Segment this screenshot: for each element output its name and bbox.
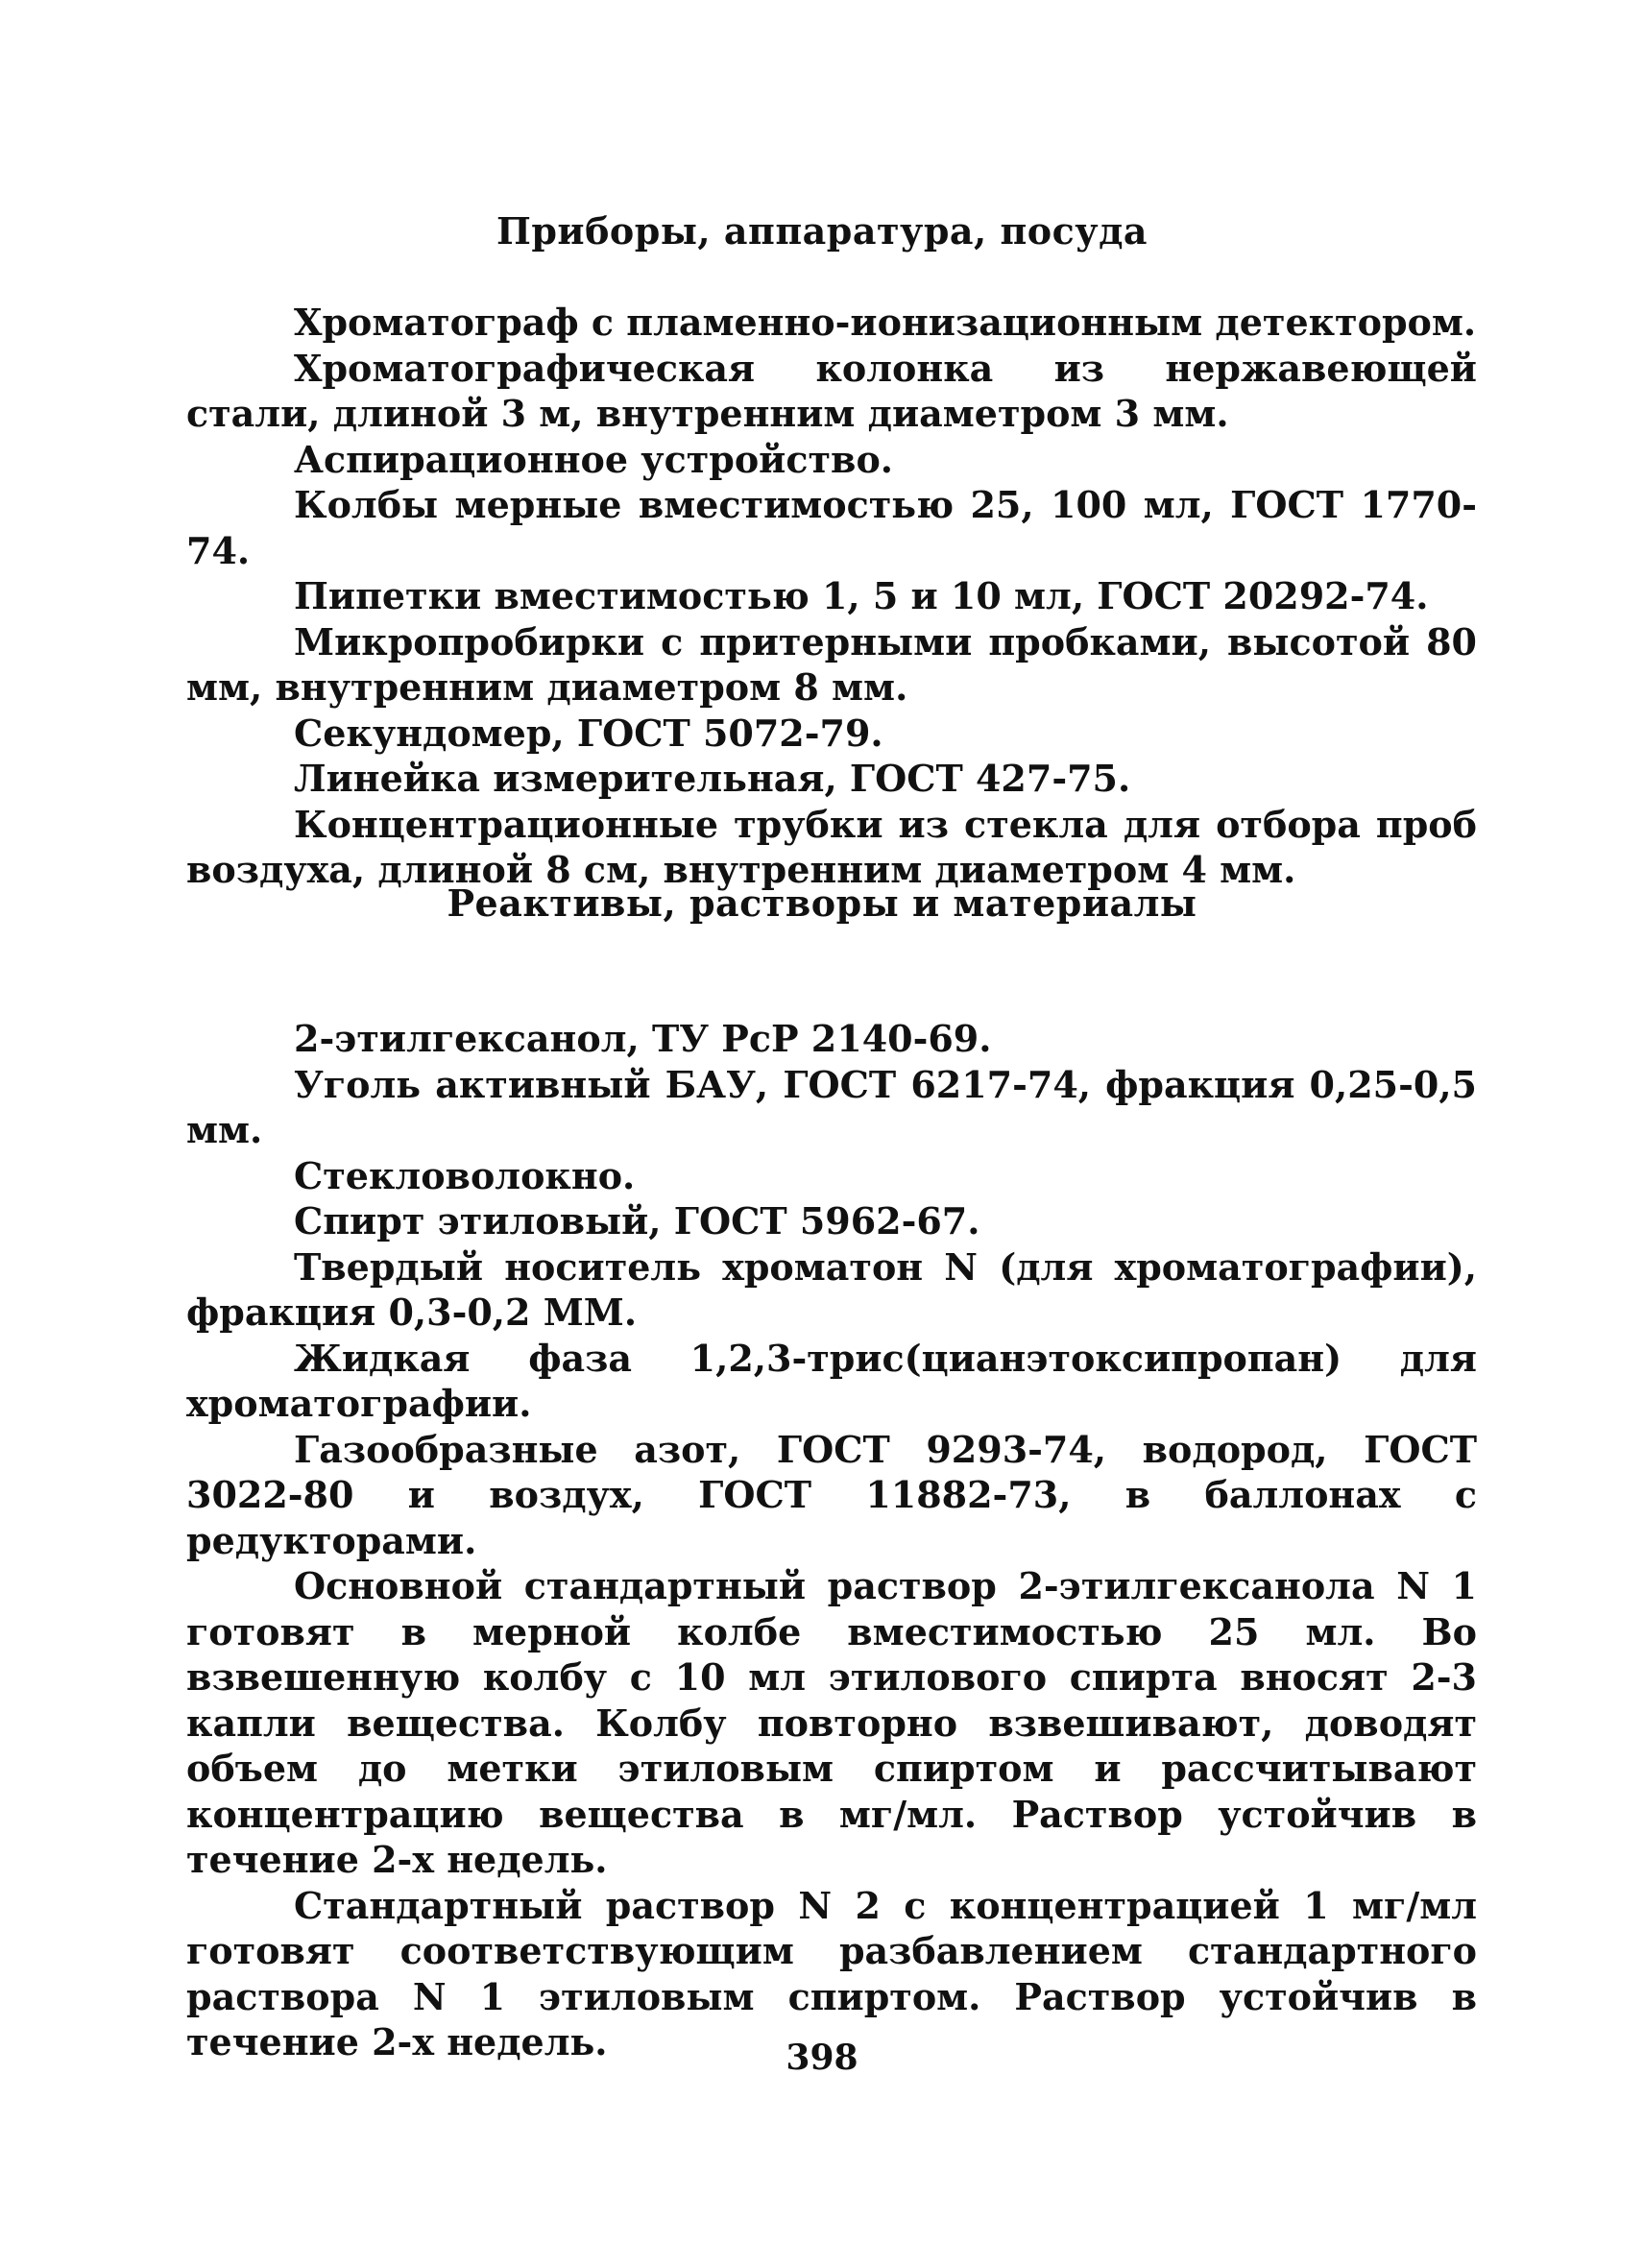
equipment-list xyxy=(186,300,1477,893)
reagent-item: Основной стандартный раствор 2-этилгексанола N 1 готовят в мерной колбе вместимостью 25 мл. Во взвешенную колбу с 10 мл этилового спирта вносят 2-3 капли вещества. Колбу повторно взвешивают, доводят объем до метки этиловым спиртом и рассчитывают концентрацию вещества в мг/мл. Раствор устойчив в течение 2-х недель. xyxy=(186,1564,1477,1881)
reagent-item: Жидкая фаза 1,2,3-трис(цианэтоксипропан) для хроматографии. xyxy=(186,1336,1477,1425)
reagent-item: Стандартный раствор N 2 с концентрацией 1 мг/мл готовят соответствующим разбавлением стандартного раствора N 1 этиловым спиртом. Раствор устойчив в течение 2-х недель. xyxy=(186,1883,1477,2063)
reagent-item: 2-этилгексанол, ТУ РсР 2140-69. xyxy=(294,1017,992,1060)
equipment-item: Концентрационные трубки из стекла для отбора проб воздуха, длиной 8 см, внутренним диаметром 4 мм. xyxy=(186,802,1477,891)
equipment-item: Хроматограф с пламенно-ионизационным детектором. xyxy=(294,301,1477,344)
equipment-item: Хроматографическая колонка из нержавеющей стали, длиной 3 м, внутренним диаметром 3 мм. xyxy=(186,346,1477,435)
page-number: 398 xyxy=(786,2038,858,2078)
equipment-item: Секундомер, ГОСТ 5072-79. xyxy=(294,711,883,755)
equipment-item: Микропробирки с притерными пробками, высотой 80 мм, внутренним диаметром 8 мм. xyxy=(186,619,1477,709)
reagents-list xyxy=(186,1016,1477,2065)
reagent-item: Уголь активный БАУ, ГОСТ 6217-74, фракция 0,25-0,5 мм. xyxy=(186,1062,1477,1151)
reagent-item: Твердый носитель хроматон N (для хроматографии), фракция 0,3-0,2 ММ. xyxy=(186,1244,1477,1334)
equipment-item: Пипетки вместимостью 1, 5 и 10 мл, ГОСТ 20292-74. xyxy=(294,574,1429,617)
equipment-item: Линейка измерительная, ГОСТ 427-75. xyxy=(294,757,1131,800)
section-title-reagents: Реактивы, растворы и материалы xyxy=(447,881,1197,925)
section-title-equipment: Приборы, аппаратура, посуда xyxy=(496,209,1148,253)
equipment-item: Колбы мерные вместимостью 25, 100 мл, ГОСТ 1770-74. xyxy=(186,483,1477,572)
reagent-item: Спирт этиловый, ГОСТ 5962-67. xyxy=(294,1199,980,1243)
reagent-item: Газообразные азот, ГОСТ 9293-74, водород, ГОСТ 3022-80 и воздух, ГОСТ 11882-73, в баллонах с редукторами. xyxy=(186,1427,1477,1562)
reagent-item: Стекловолокно. xyxy=(294,1153,636,1197)
equipment-item: Аспирационное устройство. xyxy=(294,437,894,481)
